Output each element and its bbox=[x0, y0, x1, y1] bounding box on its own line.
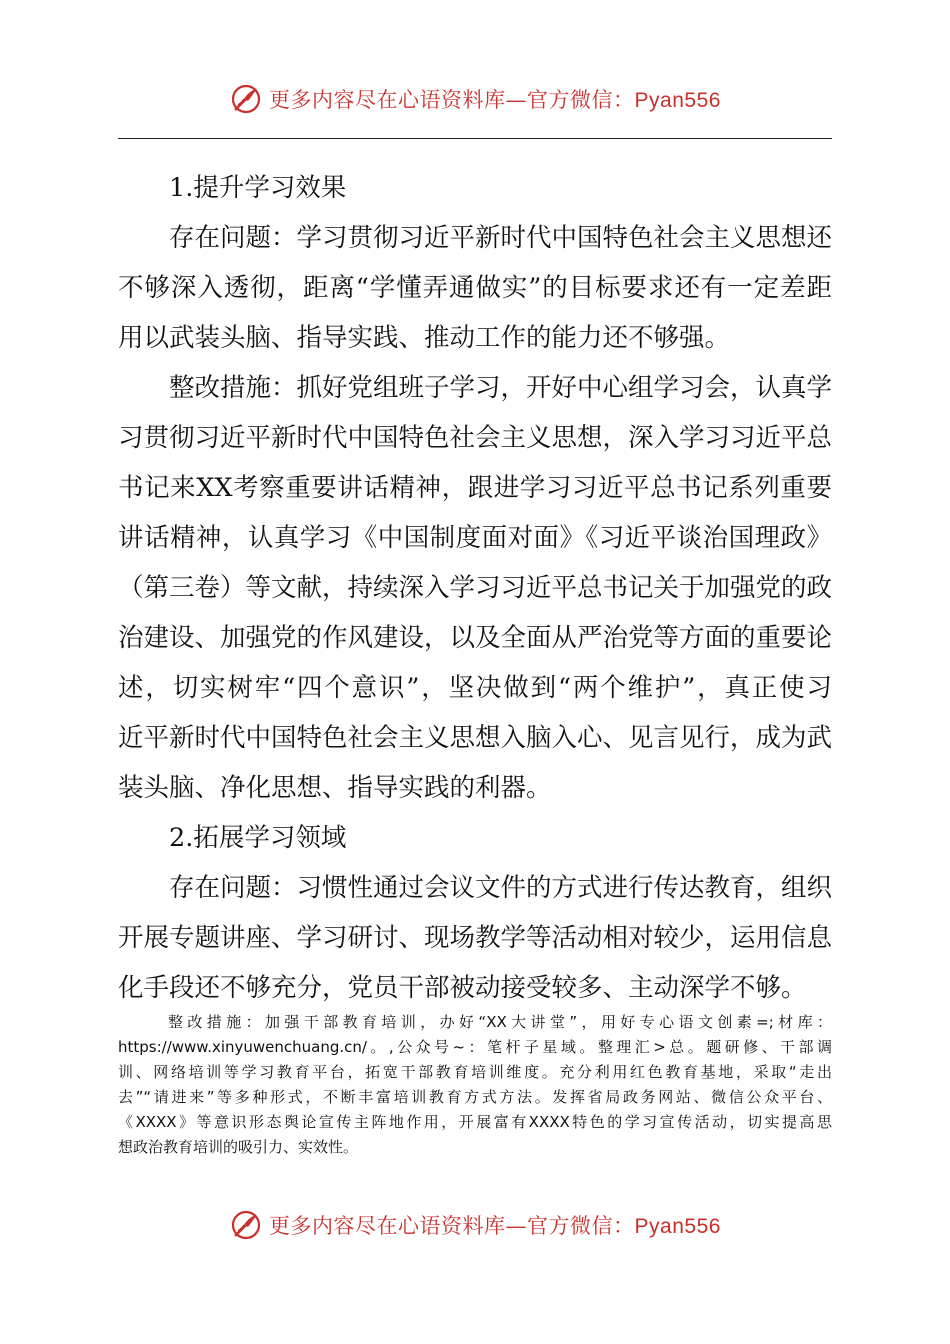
small-line: 训、网络培训等学习教育平台，拓宽干部教育培训维度。充分利用红色教育基地，采取“走出 bbox=[118, 1063, 832, 1081]
heading-2: 2.拓展学习领域 bbox=[169, 823, 347, 853]
body-line: 化手段还不够充分，党员干部被动接受较多、主动深学不够。 bbox=[118, 973, 807, 1003]
header-handle: Pyan556 bbox=[634, 89, 721, 112]
document-body bbox=[118, 163, 832, 1013]
body-line: 习贯彻习近平新时代中国特色社会主义思想，深入学习习近平总 bbox=[118, 423, 832, 453]
header-banner-text: 更多内容尽在心语资料库—官方微信：Pyan556 bbox=[269, 88, 721, 112]
body-line: 述，切实树牢“四个意识”，坚决做到“两个维护”，真正使习 bbox=[118, 673, 832, 703]
small-line: 想政治教育培训的吸引力、实效性。 bbox=[118, 1138, 359, 1156]
body-line: （第三卷）等文献，持续深入学习习近平总书记关于加强党的政 bbox=[118, 573, 832, 603]
body-line: 近平新时代中国特色社会主义思想入脑入心、见言见行，成为武 bbox=[118, 723, 832, 753]
footer-banner-text: 更多内容尽在心语资料库—官方微信：Pyan556 bbox=[269, 1214, 721, 1238]
body-line: 装头脑、净化思想、指导实践的利器。 bbox=[118, 773, 552, 803]
small-line: 去”“请进来”等多种形式，不断丰富培训教育方式方法。发挥省局政务网站、微信公众平台、 bbox=[118, 1088, 832, 1106]
header-banner bbox=[0, 82, 950, 116]
quill-logo-icon bbox=[229, 82, 263, 116]
body-line: 存在问题：学习贯彻习近平新时代中国特色社会主义思想还 bbox=[169, 223, 832, 253]
small-line: https://www.xinyuwenchuang.cn/。,公众号~：笔杆子星域。整理汇>总。题研修、干部调 bbox=[118, 1038, 832, 1056]
header-divider bbox=[118, 138, 832, 139]
body-line: 用以武装头脑、指导实践、推动工作的能力还不够强。 bbox=[118, 323, 731, 353]
body-line: 整改措施：抓好党组班子学习，开好中心组学习会，认真学 bbox=[169, 373, 832, 403]
measures-small-paragraph bbox=[118, 1010, 832, 1160]
footer-banner bbox=[0, 1208, 950, 1242]
small-line: 整改措施：加强干部教育培训，办好“XX大讲堂”，用好专心语文创素=;材库： bbox=[168, 1013, 832, 1031]
body-line: 治建设、加强党的作风建设，以及全面从严治党等方面的重要论 bbox=[118, 623, 832, 653]
body-line: 存在问题：习惯性通过会议文件的方式进行传达教育，组织 bbox=[169, 873, 832, 903]
body-line: 书记来XX考察重要讲话精神，跟进学习习近平总书记系列重要 bbox=[118, 473, 832, 503]
footer-handle: Pyan556 bbox=[634, 1215, 721, 1238]
body-line: 讲话精神，认真学习《中国制度面对面》《习近平谈治国理政》 bbox=[118, 523, 832, 553]
quill-logo-icon bbox=[229, 1208, 263, 1242]
body-line: 不够深入透彻，距离“学懂弄通做实”的目标要求还有一定差距 bbox=[118, 273, 832, 303]
heading-1: 1.提升学习效果 bbox=[169, 173, 347, 203]
small-line: 《XXXX》等意识形态舆论宣传主阵地作用，开展富有XXXX特色的学习宣传活动，切实提高思 bbox=[118, 1113, 832, 1131]
body-line: 开展专题讲座、学习研讨、现场教学等活动相对较少，运用信息 bbox=[118, 923, 832, 953]
